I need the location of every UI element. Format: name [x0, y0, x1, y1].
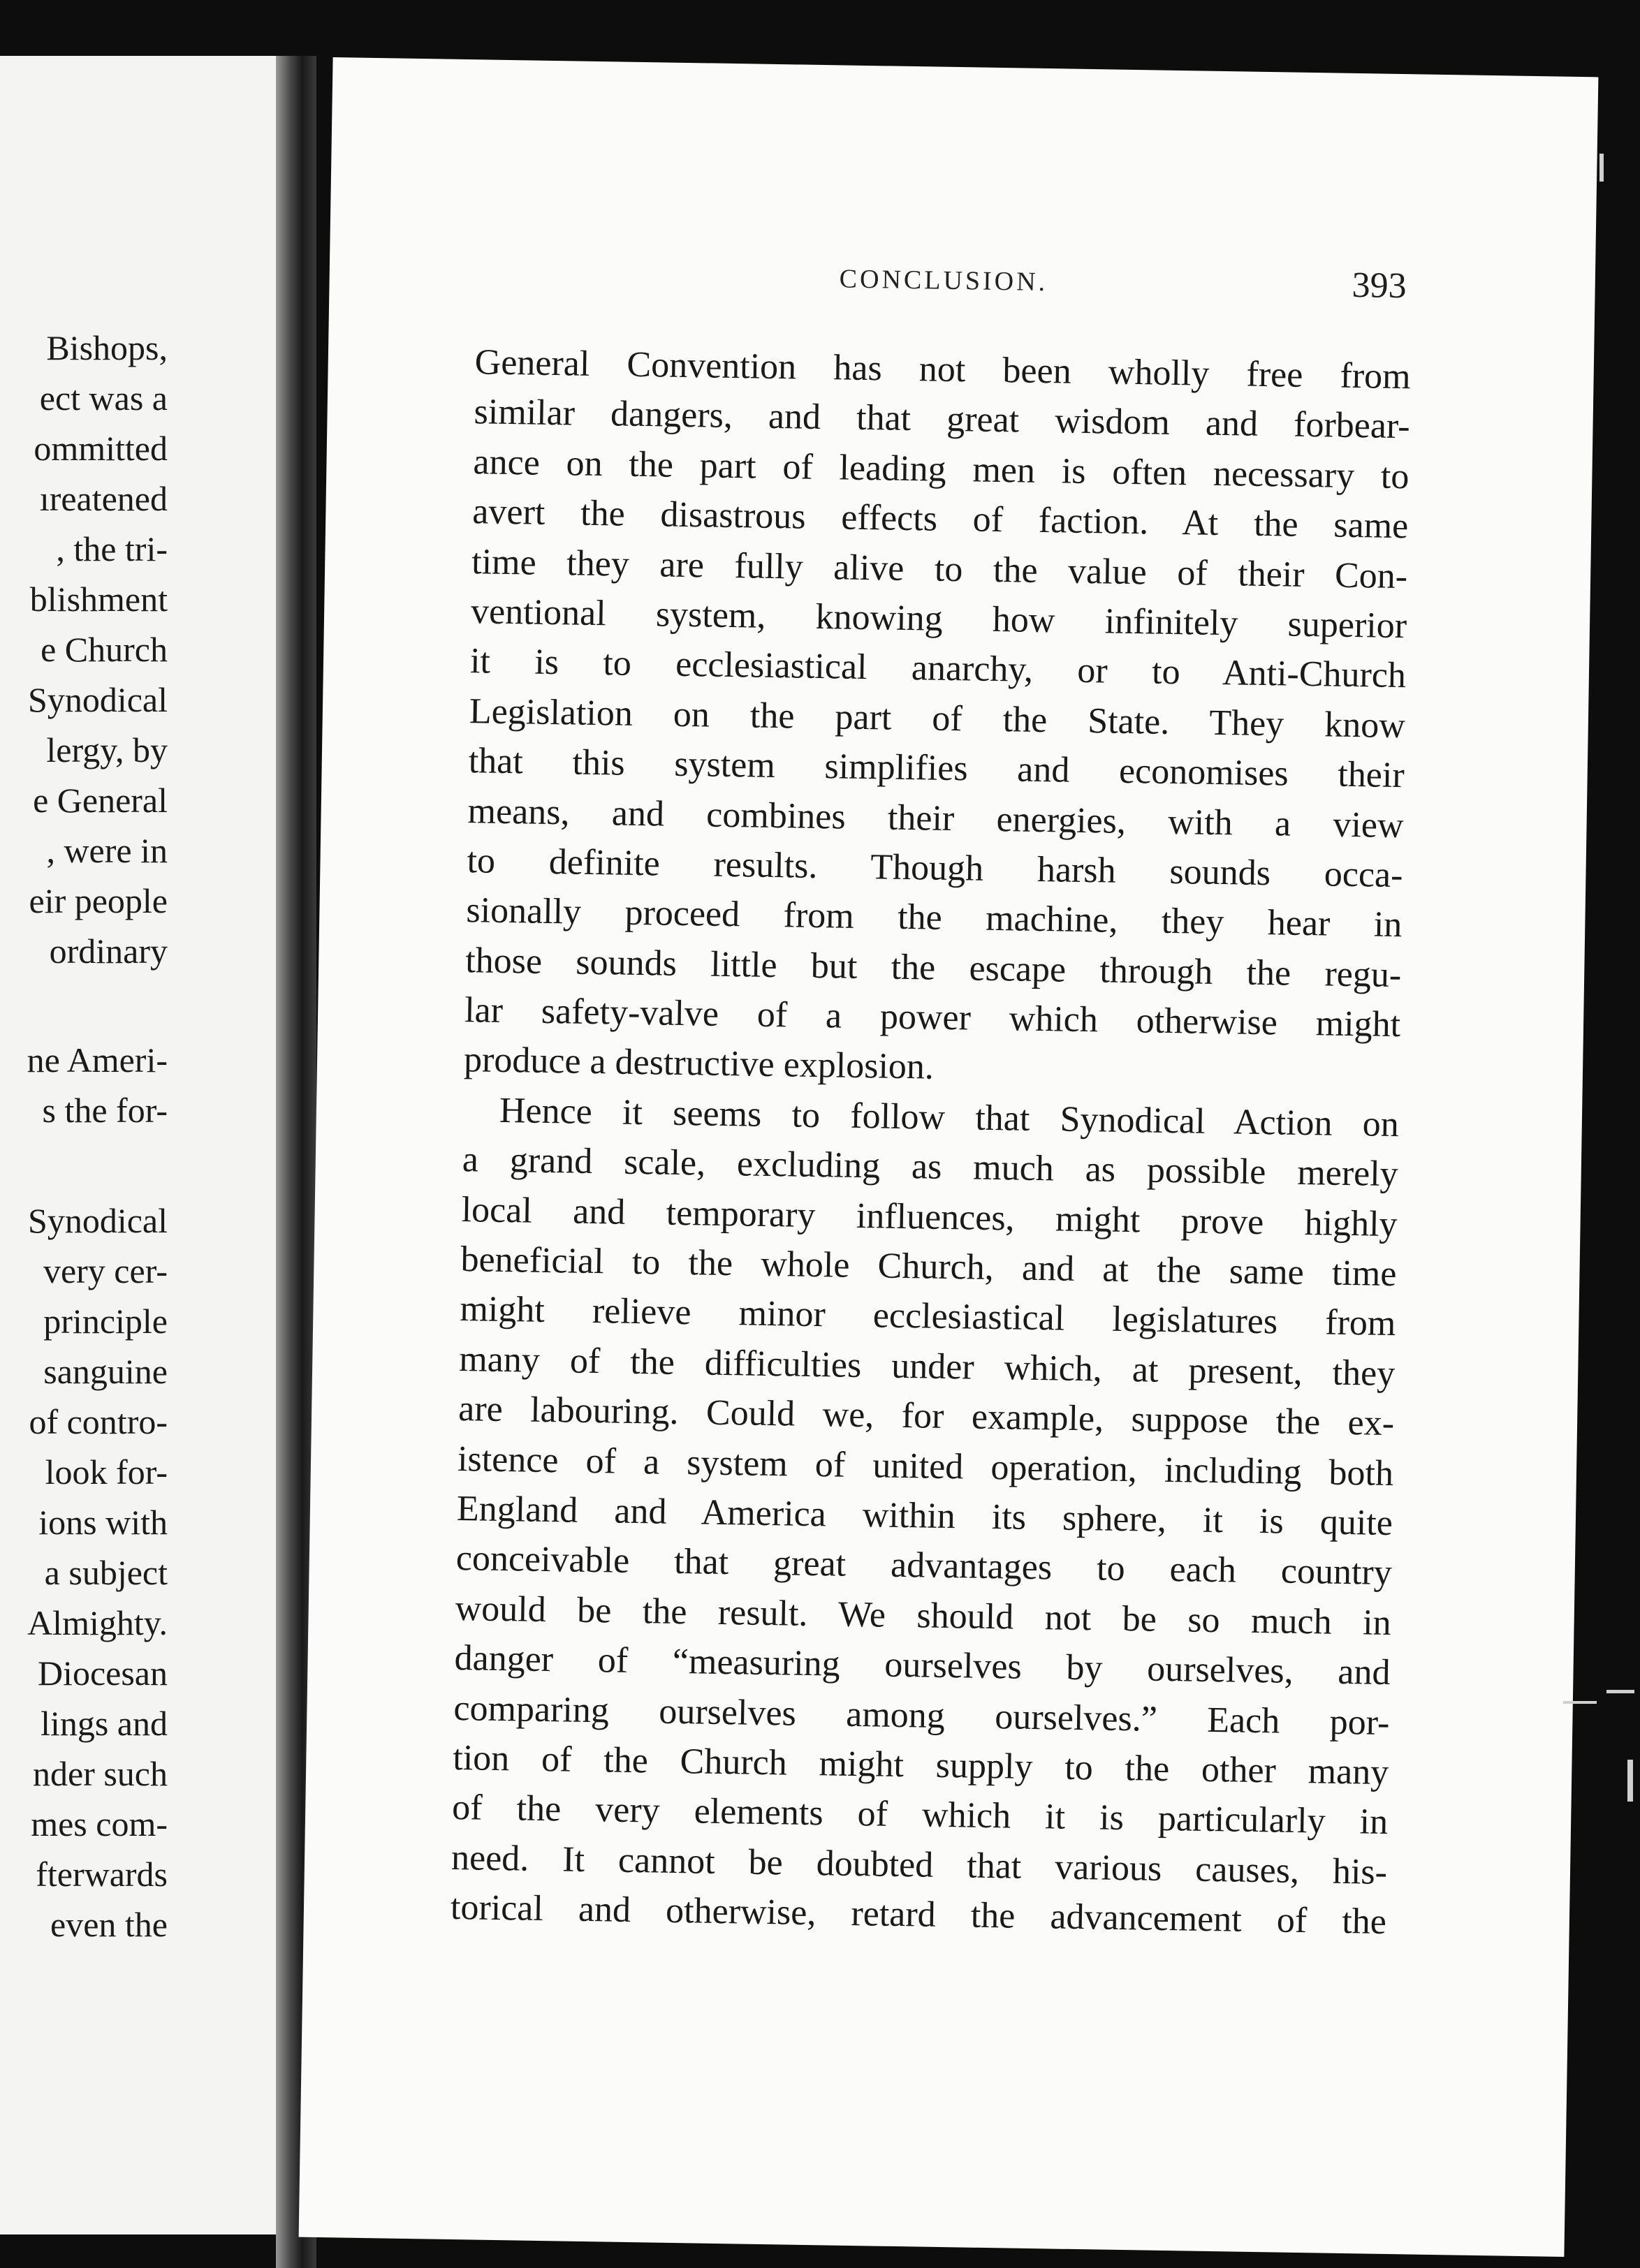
page-header — [329, 256, 1595, 324]
facing-page-line: sanguine — [43, 1352, 168, 1391]
text-line: tion of the Church might supply to the other many — [452, 1737, 1389, 1792]
facing-page-line: very cer- — [43, 1251, 168, 1290]
text-line: ventional system, knowing how infinitely superior — [470, 591, 1407, 647]
text-line: of the very elements of which it is particularly in — [451, 1788, 1389, 1843]
body-text — [450, 337, 1411, 1947]
facing-page-line: s the for- — [42, 1091, 168, 1130]
text-line: are labouring. Could we, for example, suppose the ex- — [457, 1389, 1395, 1444]
text-line: time they are fully alive to the value of their Con- — [471, 541, 1408, 596]
text-line: General Convention has not been wholly free from — [474, 342, 1412, 397]
facing-page-line: , were in — [46, 831, 168, 870]
text-line: that this system simplifies and economises their — [468, 741, 1405, 796]
text-line: lar safety-valve of a power which otherwise might — [464, 990, 1401, 1045]
text-line: sionally proceed from the machine, they hear in — [466, 890, 1403, 945]
text-line: danger of “measuring ourselves by ourselves, and — [454, 1638, 1391, 1693]
facing-page-line: Bishops, — [46, 328, 168, 367]
text-line: need. It cannot be doubted that various causes, his- — [451, 1837, 1388, 1892]
facing-page-line: Diocesan — [37, 1654, 168, 1693]
text-line: istence of a system of united operation, including both — [457, 1438, 1394, 1494]
facing-page-line: ne Ameri- — [27, 1040, 168, 1080]
page-number: 393 — [1352, 265, 1407, 307]
scan-artifact — [1606, 1690, 1634, 1693]
text-line: ance on the part of leading men is often necessary to — [473, 441, 1410, 497]
facing-page-line: fterwards — [36, 1855, 168, 1894]
facing-page-line: look for- — [45, 1452, 168, 1492]
facing-page-line: blishment — [29, 580, 168, 619]
facing-page-line: ect was a — [39, 378, 168, 418]
book-page — [299, 57, 1599, 2257]
text-line: to definite results. Though harsh sounds occa- — [467, 841, 1403, 896]
facing-page-line: lings and — [41, 1704, 168, 1743]
text-line: similar dangers, and that great wisdom and forbear- — [474, 392, 1410, 447]
text-line: Legislation on the part of the State. They know — [469, 691, 1406, 746]
text-line: would be the result. We should not be so much in — [455, 1588, 1392, 1643]
text-line: a grand scale, excluding as much as possible merely — [462, 1140, 1399, 1195]
facing-page-line: Almighty. — [27, 1603, 168, 1642]
facing-page-line: mes com- — [31, 1804, 168, 1843]
facing-page-line: Synodical — [28, 680, 168, 719]
facing-page-line: , the tri- — [56, 529, 168, 568]
text-line: those sounds little but the escape through the regu- — [464, 940, 1402, 995]
text-line: produce a destructive explosion. — [463, 1040, 935, 1088]
facing-page-line: Synodical — [28, 1201, 168, 1240]
text-line: torical and otherwise, retard the advancement of the — [450, 1887, 1387, 1943]
facing-page-line: of contro- — [29, 1402, 168, 1441]
facing-page-line: e Church — [41, 630, 168, 669]
facing-page-line: ıreatened — [39, 479, 168, 518]
text-line: it is to ecclesiastical anarchy, or to Anti-Church — [469, 641, 1407, 696]
facing-page-line: eir people — [29, 881, 168, 920]
scan-artifact — [1563, 1701, 1597, 1704]
text-line: means, and combines their energies, with a view — [467, 790, 1404, 846]
text-line: comparing ourselves among ourselves.” Each por- — [453, 1688, 1390, 1743]
facing-page-line: nder such — [33, 1754, 168, 1793]
text-line: England and America within its sphere, it is quite — [456, 1488, 1393, 1544]
facing-page-line: e General — [33, 781, 168, 820]
facing-page-line: ommitted — [34, 429, 168, 468]
scan-artifact — [1599, 154, 1604, 182]
facing-page-line: ions with — [38, 1503, 168, 1542]
facing-page-line: a subject — [44, 1553, 168, 1592]
text-line: conceivable that great advantages to each country — [455, 1538, 1393, 1593]
text-line: might relieve minor ecclesiastical legislatures from — [460, 1289, 1396, 1344]
facing-page-fragment — [0, 56, 288, 2234]
scan-artifact — [1627, 1760, 1633, 1802]
facing-page-line: even the — [50, 1905, 168, 1944]
facing-page-line: ordinary — [49, 932, 168, 971]
text-line: Hence it seems to follow that Synodical Action on — [499, 1090, 1400, 1144]
text-line: local and temporary influences, might prove highly — [461, 1189, 1398, 1244]
text-line: beneficial to the whole Church, and at the same time — [460, 1239, 1397, 1295]
text-line: many of the difficulties under which, at present, they — [458, 1339, 1396, 1394]
text-line: avert the disastrous effects of faction. At the same — [471, 492, 1409, 547]
running-head: CONCLUSION. — [839, 264, 1048, 297]
facing-page-line: lergy, by — [46, 730, 168, 770]
facing-page-line: principle — [43, 1302, 168, 1341]
